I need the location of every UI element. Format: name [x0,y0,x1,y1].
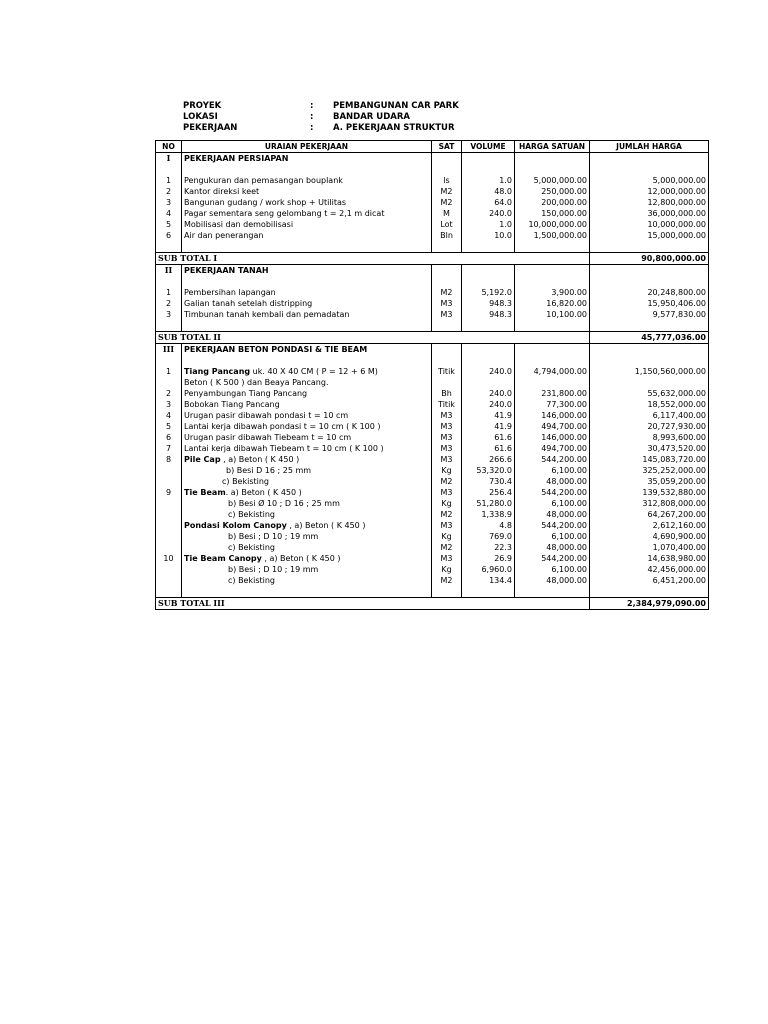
item-desc: Lantai kerja dibawah pondasi t = 10 cm ( K 100 ) [182,421,432,432]
item-jumlah: 12,800,000.00 [590,197,709,208]
section-row [156,265,709,277]
table-row [156,309,709,320]
table-row [156,531,709,542]
header-value: A. PEKERJAAN STRUKTUR [333,123,455,133]
item-desc [182,454,432,465]
item-vol: 4.8 [462,520,515,531]
item-vol: 240.0 [462,399,515,410]
item-desc [182,487,432,498]
table-row [156,432,709,443]
item-harga: 544,200.00 [515,454,590,465]
item-desc: c) Bekisting [182,542,432,553]
item-no: 5 [156,421,182,432]
item-jumlah: 64,267,200.00 [590,509,709,520]
item-sat: M3 [432,421,462,432]
cost-estimate-table [155,140,709,610]
table-row [156,410,709,421]
item-sat: M3 [432,432,462,443]
item-jumlah: 6,117,400.00 [590,410,709,421]
item-no: 2 [156,388,182,399]
item-desc: Bobokan Tiang Pancang [182,399,432,410]
item-jumlah: 18,552,000.00 [590,399,709,410]
table-row [156,219,709,230]
item-no: 1 [156,175,182,186]
item-desc-bold: Tiang Pancang [184,367,251,376]
item-desc: c) Bekisting [182,476,432,487]
item-no: 2 [156,298,182,309]
subtotal-label: SUB TOTAL II [156,332,432,344]
item-harga: 6,100.00 [515,498,590,509]
item-vol: 1.0 [462,175,515,186]
item-vol: 41.9 [462,421,515,432]
item-desc-rest: . a) Beton ( K 450 ) [225,488,302,497]
item-vol: 48.0 [462,186,515,197]
item-vol: 256.4 [462,487,515,498]
item-sat: M3 [432,487,462,498]
item-vol: 51,280.0 [462,498,515,509]
item-vol: 1.0 [462,219,515,230]
item-sat: M3 [432,553,462,564]
item-harga: 48,000.00 [515,542,590,553]
item-jumlah: 5,000,000.00 [590,175,709,186]
item-desc: Bangunan gudang / work shop + Utilitas [182,197,432,208]
col-jumlah-header: JUMLAH HARGA [590,141,709,153]
table-row [156,287,709,298]
col-uraian-header: URAIAN PEKERJAAN [182,141,432,153]
item-no: 10 [156,553,182,564]
section-row [156,153,709,165]
item-harga: 10,000,000.00 [515,219,590,230]
item-desc-rest: , a) Beton ( K 450 ) [220,455,300,464]
item-sat: Kg [432,465,462,476]
header-key: LOKASI [183,112,218,122]
table-row [156,388,709,399]
item-sat: M3 [432,298,462,309]
item-vol: 53,320.0 [462,465,515,476]
header-sep: : [310,101,314,111]
table-row [156,377,709,388]
item-sat: M2 [432,186,462,197]
item-harga: 6,100.00 [515,531,590,542]
item-harga: 48,000.00 [515,575,590,586]
item-no: 9 [156,487,182,498]
item-no [156,542,182,553]
item-sat: Kg [432,498,462,509]
item-sat: M2 [432,575,462,586]
item-desc-bold: Tie Beam Canopy [184,554,262,563]
item-no: 1 [156,366,182,377]
item-desc-bold: Tie Beam [184,488,226,497]
item-sat: M2 [432,197,462,208]
item-harga: 200,000.00 [515,197,590,208]
table-row [156,230,709,241]
table-row [156,553,709,564]
item-desc: Lantai kerja dibawah Tiebeam t = 10 cm ( K 100 ) [182,443,432,454]
item-jumlah: 35,059,200.00 [590,476,709,487]
table-row [156,443,709,454]
item-vol: 10.0 [462,230,515,241]
item-vol: 5,192.0 [462,287,515,298]
item-no [156,564,182,575]
item-harga: 544,200.00 [515,553,590,564]
item-harga: 48,000.00 [515,476,590,487]
item-desc-rest: , a) Beton ( K 450 ) [261,554,341,563]
item-sat: M3 [432,454,462,465]
table-row [156,454,709,465]
table-row [156,298,709,309]
item-desc: Kantor direksi keet [182,186,432,197]
item-sat: M2 [432,476,462,487]
item-desc: Galian tanah setelah distripping [182,298,432,309]
table-row [156,520,709,531]
item-desc: b) Besi Ø 10 ; D 16 ; 25 mm [182,498,432,509]
item-jumlah: 30,473,520.00 [590,443,709,454]
header-key: PEKERJAAN [183,123,238,133]
item-harga: 494,700.00 [515,421,590,432]
table-row [156,366,709,377]
subtotal-label: SUB TOTAL III [156,598,432,610]
table-row [156,175,709,186]
item-desc-rest: , a) Beton ( K 450 ) [286,521,366,530]
item-harga: 150,000.00 [515,208,590,219]
item-no [156,498,182,509]
subtotal-row [156,253,709,265]
table-row [156,542,709,553]
item-no [156,465,182,476]
item-harga: 77,300.00 [515,399,590,410]
item-no [156,509,182,520]
item-vol: 26.9 [462,553,515,564]
item-desc: Pembersihan lapangan [182,287,432,298]
item-desc: Air dan penerangan [182,230,432,241]
subtotal-label: SUB TOTAL I [156,253,432,265]
item-sat: M [432,208,462,219]
item-jumlah: 145,083,720.00 [590,454,709,465]
item-vol: 41.9 [462,410,515,421]
item-harga: 6,100.00 [515,465,590,476]
item-sat: M3 [432,520,462,531]
item-sat: Lot [432,219,462,230]
item-jumlah: 15,950,406.00 [590,298,709,309]
table-row [156,197,709,208]
item-desc-bold: Pile Cap [184,455,221,464]
section-number: I [156,153,182,165]
item-jumlah: 312,808,000.00 [590,498,709,509]
item-desc: Pengukuran dan pemasangan bouplank [182,175,432,186]
table-row [156,399,709,410]
item-no [156,575,182,586]
col-no-header: NO [156,141,182,153]
item-vol: 730.4 [462,476,515,487]
item-desc-rest: uk. 40 X 40 CM ( P = 12 + 6 M) [250,367,378,376]
item-vol: 1,338.9 [462,509,515,520]
subtotal-value: 90,800,000.00 [590,253,709,265]
item-sat: M3 [432,309,462,320]
item-harga: 494,700.00 [515,443,590,454]
table-row [156,186,709,197]
item-harga: 146,000.00 [515,432,590,443]
item-sat: M3 [432,443,462,454]
col-sat-header: SAT [432,141,462,153]
item-no: 3 [156,309,182,320]
item-vol: 240.0 [462,208,515,219]
item-vol: 240.0 [462,388,515,399]
item-desc: Urugan pasir dibawah Tiebeam t = 10 cm [182,432,432,443]
item-desc: b) Besi ; D 10 ; 19 mm [182,564,432,575]
section-number: II [156,265,182,277]
item-desc [182,520,432,531]
item-vol: 22.3 [462,542,515,553]
col-harga-header: HARGA SATUAN [515,141,590,153]
item-sat: Kg [432,564,462,575]
table-row [156,498,709,509]
item-harga: 6,100.00 [515,564,590,575]
item-jumlah: 12,000,000.00 [590,186,709,197]
item-no: 5 [156,219,182,230]
header-key: PROYEK [183,101,222,111]
item-desc-bold: Pondasi Kolom Canopy [184,521,287,530]
item-jumlah: 15,000,000.00 [590,230,709,241]
item-jumlah: 1,070,400.00 [590,542,709,553]
item-no: 4 [156,208,182,219]
item-vol: 948.3 [462,298,515,309]
item-harga: 48,000.00 [515,509,590,520]
subtotal-value: 2,384,979,090.00 [590,598,709,610]
item-jumlah: 6,451,200.00 [590,575,709,586]
item-harga: 146,000.00 [515,410,590,421]
item-vol: 948.3 [462,309,515,320]
table-row [156,476,709,487]
item-vol: 64.0 [462,197,515,208]
header-value: BANDAR UDARA [333,112,410,122]
table-row [156,208,709,219]
item-vol: 240.0 [462,366,515,377]
item-harga: 1,500,000.00 [515,230,590,241]
item-jumlah: 20,248,800.00 [590,287,709,298]
item-harga: 16,820.00 [515,298,590,309]
header-sep: : [310,123,314,133]
item-desc [182,553,432,564]
item-jumlah: 10,000,000.00 [590,219,709,230]
item-jumlah: 14,638,980.00 [590,553,709,564]
item-jumlah: 2,612,160.00 [590,520,709,531]
section-title: PEKERJAAN TANAH [182,265,432,277]
section-title: PEKERJAAN BETON PONDASI & TIE BEAM [182,344,432,356]
item-sat: Kg [432,531,462,542]
header-sep: : [310,112,314,122]
item-no: 3 [156,197,182,208]
subtotal-row [156,332,709,344]
item-desc [182,366,432,377]
item-jumlah: 325,252,000.00 [590,465,709,476]
item-desc: b) Besi D 16 ; 25 mm [182,465,432,476]
item-vol: 6,960.0 [462,564,515,575]
table-row [156,509,709,520]
item-desc: c) Bekisting [182,509,432,520]
item-sat: Titik [432,399,462,410]
subtotal-value: 45,777,036.00 [590,332,709,344]
item-desc: Urugan pasir dibawah pondasi t = 10 cm [182,410,432,421]
item-desc: Penyambungan Tiang Pancang [182,388,432,399]
item-sat: Bln [432,230,462,241]
item-no [156,520,182,531]
item-sat: M2 [432,542,462,553]
item-no: 2 [156,186,182,197]
item-jumlah: 20,727,930.00 [590,421,709,432]
item-harga: 3,900.00 [515,287,590,298]
item-desc: Pagar sementara seng gelombang t = 2,1 m dicat [182,208,432,219]
item-vol: 266.6 [462,454,515,465]
item-jumlah: 4,690,900.00 [590,531,709,542]
item-harga: 5,000,000.00 [515,175,590,186]
header-value: PEMBANGUNAN CAR PARK [333,101,459,111]
item-desc: c) Bekisting [182,575,432,586]
item-jumlah: 9,577,830.00 [590,309,709,320]
item-sat: M2 [432,287,462,298]
item-sat: ls [432,175,462,186]
item-desc-line2: Beton ( K 500 ) dan Beaya Pancang. [182,377,432,388]
item-vol: 769.0 [462,531,515,542]
item-jumlah: 36,000,000.00 [590,208,709,219]
table-header-row [156,141,709,153]
table-row [156,487,709,498]
item-no: 3 [156,399,182,410]
item-no: 6 [156,432,182,443]
item-sat: M3 [432,410,462,421]
table-row [156,465,709,476]
item-desc: Timbunan tanah kembali dan pemadatan [182,309,432,320]
item-vol: 134.4 [462,575,515,586]
item-no: 8 [156,454,182,465]
item-no: 4 [156,410,182,421]
section-row [156,344,709,356]
item-harga: 544,200.00 [515,487,590,498]
table-row [156,421,709,432]
item-desc: b) Besi ; D 10 ; 19 mm [182,531,432,542]
item-harga: 10,100.00 [515,309,590,320]
item-harga: 4,794,000.00 [515,366,590,377]
item-harga: 250,000.00 [515,186,590,197]
table-row [156,575,709,586]
section-title: PEKERJAAN PERSIAPAN [182,153,432,165]
item-no: 6 [156,230,182,241]
section-number: III [156,344,182,356]
item-vol: 61.6 [462,443,515,454]
item-harga: 544,200.00 [515,520,590,531]
item-jumlah: 55,632,000.00 [590,388,709,399]
item-vol: 61.6 [462,432,515,443]
item-jumlah: 139,532,880.00 [590,487,709,498]
item-sat: Titik [432,366,462,377]
table-row [156,564,709,575]
item-jumlah: 42,456,000.00 [590,564,709,575]
item-no: 1 [156,287,182,298]
item-desc: Mobilisasi dan demobilisasi [182,219,432,230]
item-no: 7 [156,443,182,454]
subtotal-row [156,598,709,610]
item-no [156,531,182,542]
item-sat: Bh [432,388,462,399]
item-jumlah: 8,993,600.00 [590,432,709,443]
item-jumlah: 1,150,560,000.00 [590,366,709,377]
item-sat: M2 [432,509,462,520]
item-harga: 231,800.00 [515,388,590,399]
col-volume-header: VOLUME [462,141,515,153]
item-no [156,476,182,487]
